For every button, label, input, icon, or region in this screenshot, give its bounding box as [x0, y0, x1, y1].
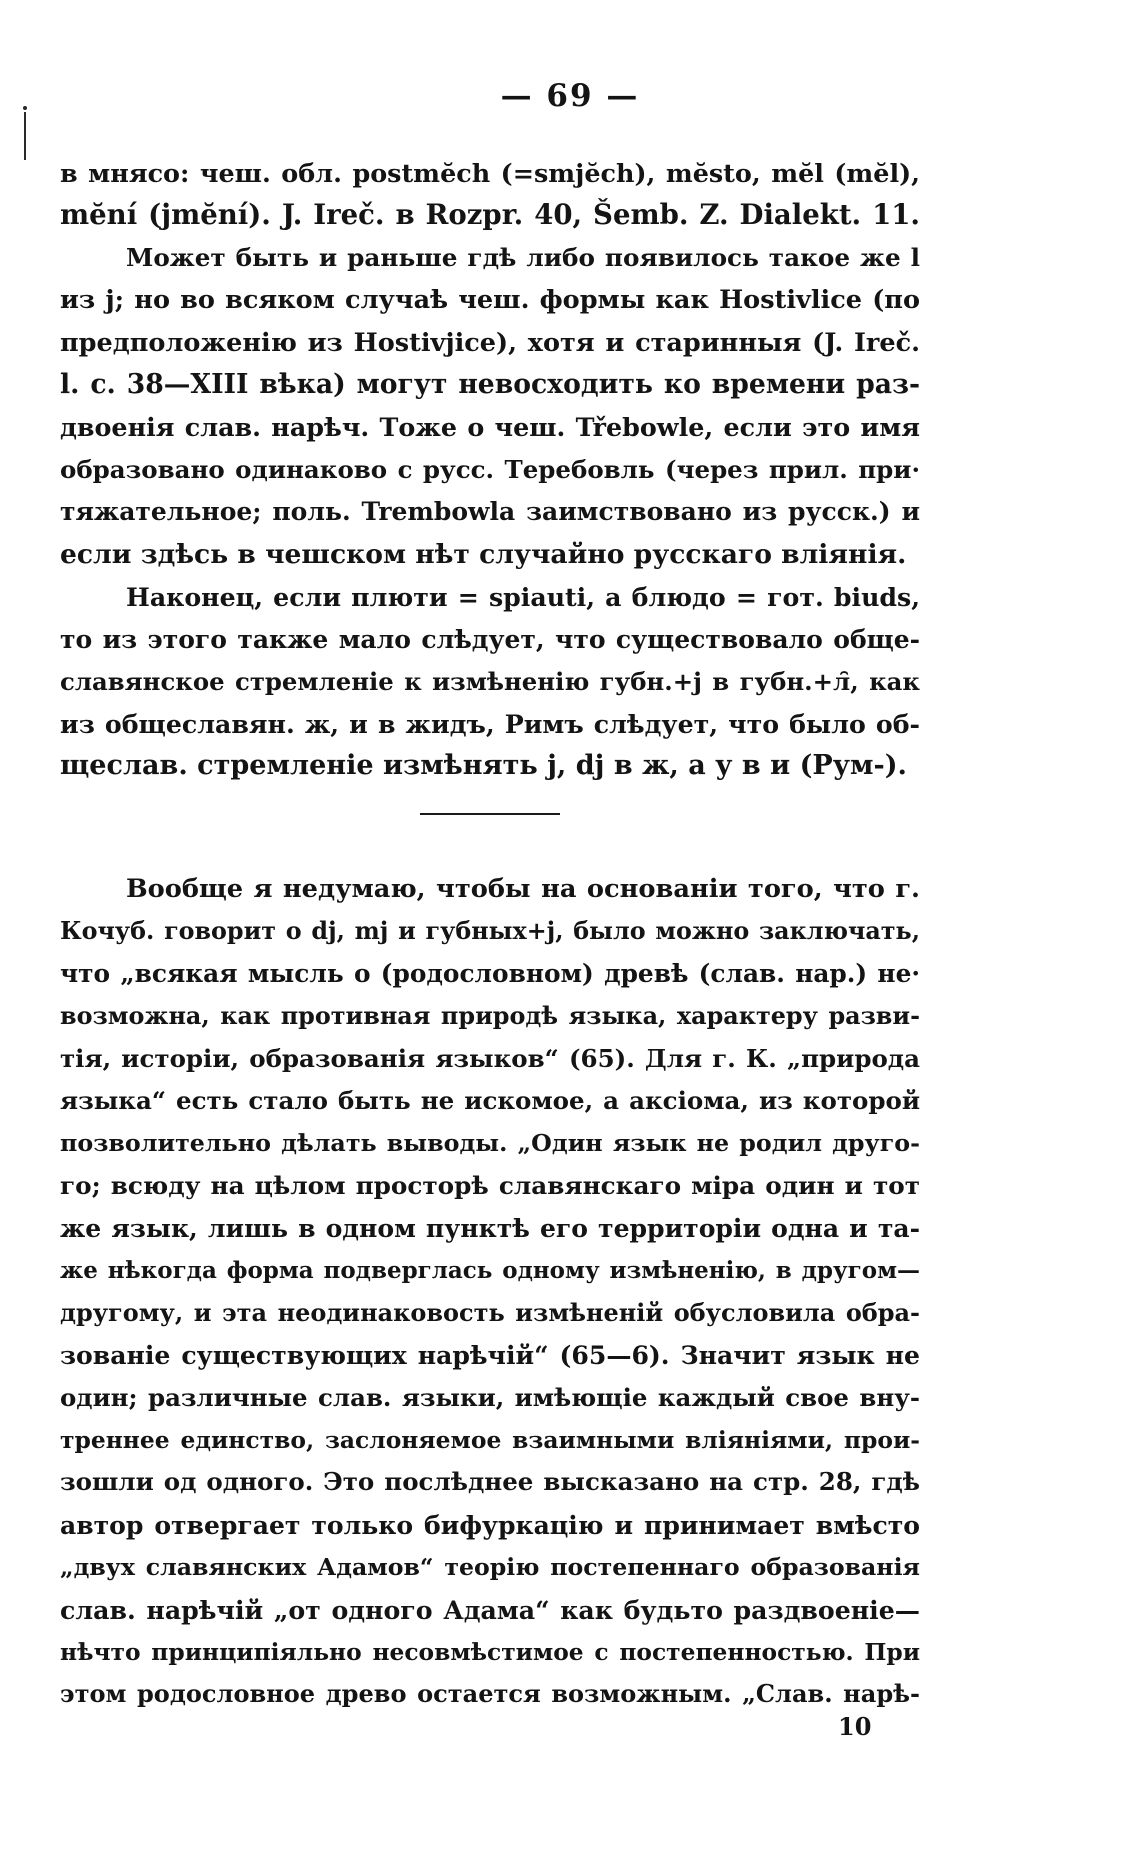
text-line: Может быть и раньше гдѣ либо появилось такое же l — [126, 242, 920, 272]
text-line: образовано одинаково с русс. Теребовль (через прил. при· — [60, 454, 920, 484]
text-line: щеслав. стремленіе измѣнять j, dj в ж, а у в и (Рум-). — [60, 750, 907, 782]
text-line: зошли од одного. Это послѣднее высказано на стр. 28, гдѣ — [60, 1467, 920, 1497]
page-number: — 69 — — [500, 78, 640, 114]
lower-text-section — [60, 868, 920, 1716]
text-line: слав. нарѣчій „от одного Адама“ как будьто раздвоеніе— — [60, 1594, 920, 1625]
text-line: Наконец, если плюти = spiauti, а блюдо = гот. biuds, — [126, 581, 920, 612]
text-line: возможна, как противная природѣ языка, характеру разви- — [60, 1002, 920, 1031]
text-line: Кочуб. говорит о dj, mj и губных+j, было можно заключать, — [60, 917, 920, 946]
text-line: нѣчто принципіяльно несовмѣстимое с постепенностью. При — [60, 1638, 920, 1667]
text-line: из j; но во всяком случаѣ чеш. формы как Hostivlice (по — [60, 285, 920, 316]
text-line: зованіе существующих нарѣчій“ (65—6). Значит язык не — [60, 1340, 920, 1371]
text-line: в мнясо: чеш. обл. postmĕch (=smjĕch), mĕsto, mĕl (mĕl), — [60, 158, 920, 188]
text-line: то из этого также мало слѣдует, что существовало обще- — [60, 624, 920, 655]
text-line: же язык, лишь в одном пунктѣ его территоріи одна и та- — [60, 1213, 920, 1244]
text-line: языка“ есть стало быть не искомое, а аксіома, из которой — [60, 1085, 920, 1115]
section-divider — [420, 813, 560, 815]
text-line: l. c. 38—XIII вѣка) могут невосходить ко времени раз- — [60, 368, 920, 400]
text-line: „двух славянских Адамов“ теорію постепеннаго образованія — [60, 1553, 920, 1582]
text-line: тія, исторіи, образованія языков“ (65). Для г. К. „природа — [60, 1043, 920, 1073]
printer-signature-mark: 10 — [838, 1712, 872, 1741]
text-line: автор отвергает только бифуркацію и принимает вмѣсто — [60, 1509, 920, 1540]
text-line: один; различные слав. языки, имѣющіе каждый свое вну- — [60, 1382, 920, 1412]
text-line: же нѣкогда форма подверглась одному измѣненію, в другом— — [60, 1256, 920, 1284]
text-line: из общеславян. ж, и в жидъ, Римъ слѣдует, что было об- — [60, 709, 920, 740]
text-line: Вообще я недумаю, чтобы на основаніи того, что г. — [126, 874, 920, 904]
text-line: предположенію из Hostivjice), хотя и старинныя (J. Ireč. — [60, 327, 920, 358]
text-line: если здѣсь в чешском нѣт случайно русскаго вліянія. — [60, 538, 907, 570]
text-line: двоенія слав. нарѣч. Тоже о чеш. Třebowle, если это имя — [60, 412, 920, 443]
text-line: mĕní (jmĕní). J. Ireč. в Rozpr. 40, Šemb. Z. Dialekt. 11. — [60, 199, 920, 232]
text-line: этом родословное древо остается возможным. „Слав. нарѣ- — [60, 1679, 920, 1709]
text-line: го; всюду на цѣлом просторѣ славянскаго міра один и тот — [60, 1170, 920, 1200]
text-line: позволительно дѣлать выводы. „Один язык не родил друго- — [60, 1129, 920, 1158]
text-line: треннее единство, заслоняемое взаимными вліяніями, прои- — [60, 1426, 920, 1455]
upper-text-section — [60, 152, 920, 788]
text-line: тяжательное; поль. Trembowla заимствовано из русск.) и — [60, 497, 920, 527]
margin-mark — [24, 112, 26, 160]
text-line: другому, и эта неодинаковость измѣненій обусловила обра- — [60, 1298, 920, 1327]
text-line: что „всякая мысль о (родословном) древѣ (слав. нар.) не· — [60, 958, 920, 988]
text-line: славянское стремленіе к измѣненію губн.+j в губн.+л̑, как — [60, 666, 920, 696]
